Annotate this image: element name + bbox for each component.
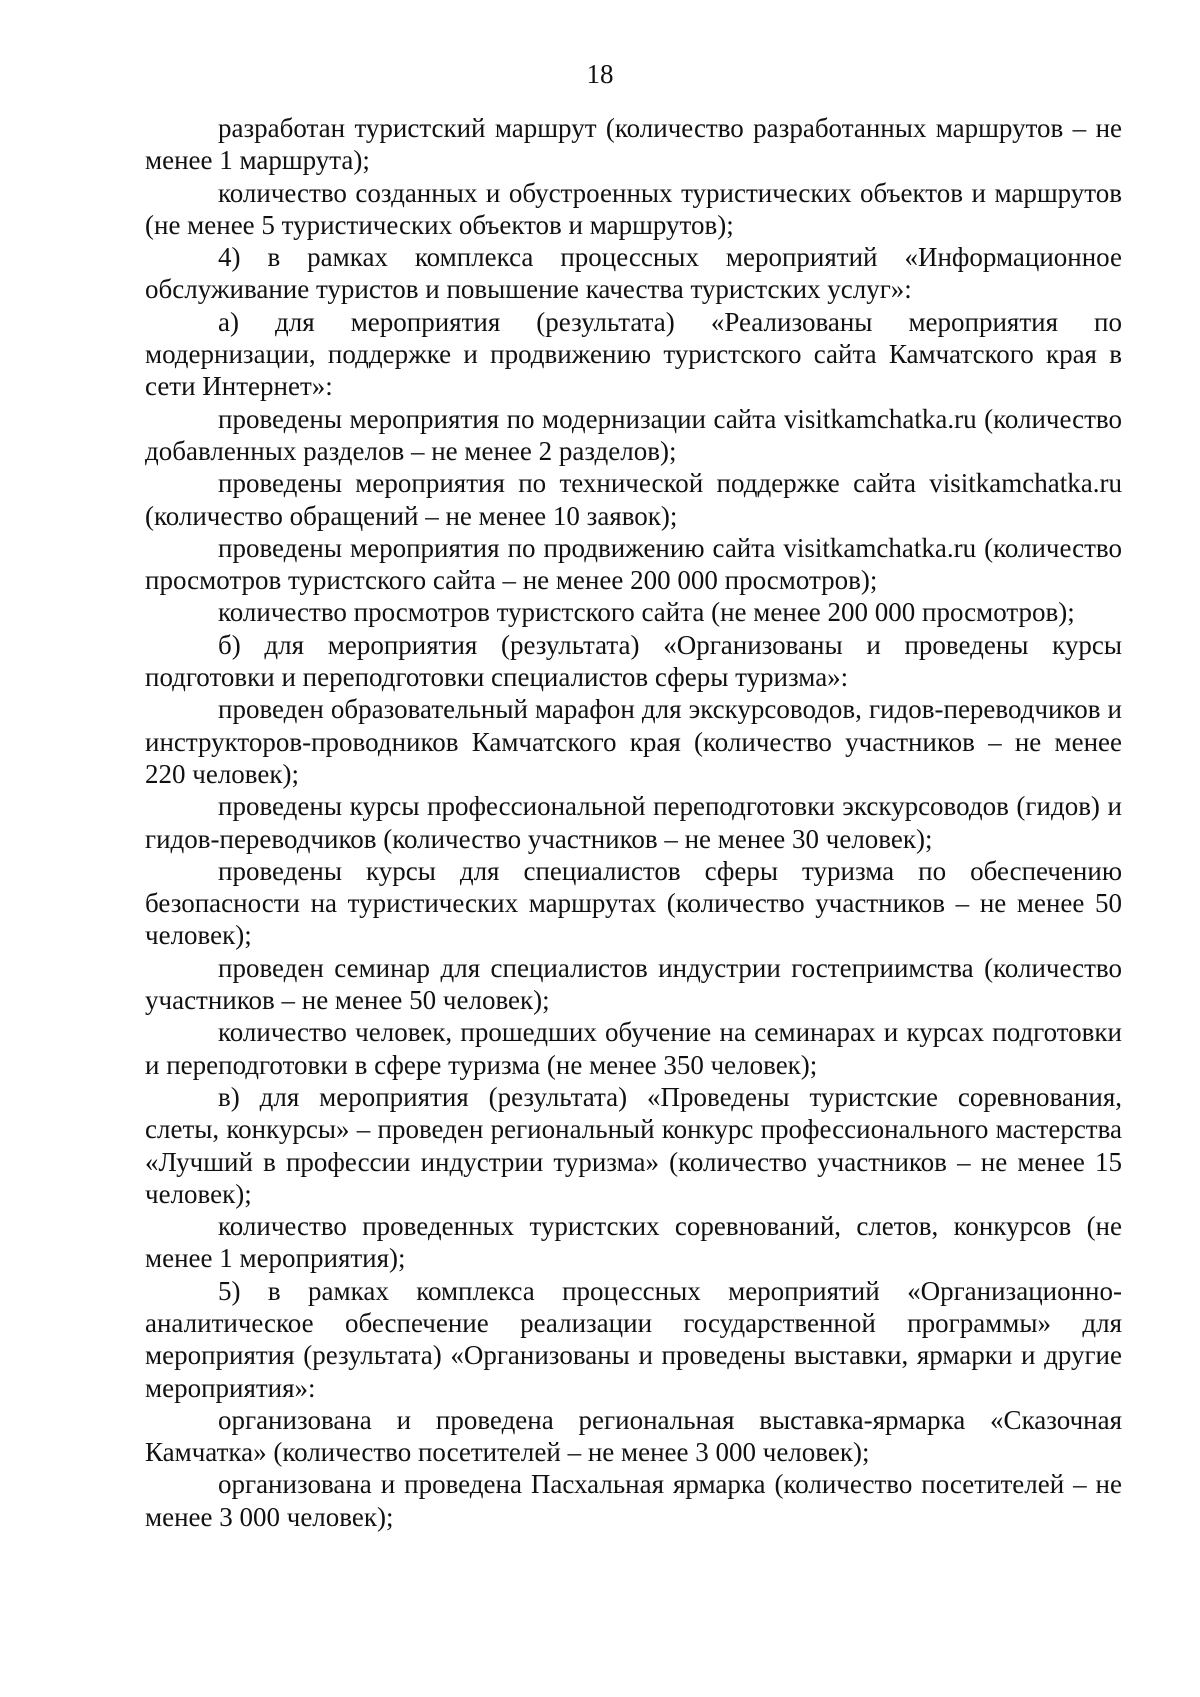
paragraph: разработан туристский маршрут (количество разработанных маршрутов – не менее 1 маршрута); <box>145 113 1122 176</box>
paragraph: проведен семинар для специалистов индустрии гостеприимства (количество участников – не менее 50 человек); <box>145 952 1122 1016</box>
paragraph: проведены курсы для специалистов сферы туризма по обеспечению безопасности на туристических маршрутах (количество участников – не менее 50 человек); <box>145 855 1122 951</box>
page-number: 18 <box>586 59 614 89</box>
paragraph: количество проведенных туристских соревнований, слетов, конкурсов (не менее 1 мероприятия); <box>145 1211 1122 1274</box>
paragraph: проведен образовательный марафон для экскурсоводов, гидов-переводчиков и инструкторов-проводников Камчатского края (количество участников – не менее 220 человек); <box>145 694 1122 789</box>
paragraph: проведены мероприятия по модернизации сайта visitkamchatka.ru (количество добавленных разделов – не менее 2 разделов); <box>145 403 1122 466</box>
paragraph: проведены курсы профессиональной переподготовки экскурсоводов (гидов) и гидов-переводчиков (количество участников – не менее 30 человек); <box>145 791 1122 854</box>
document-body <box>145 112 1122 1533</box>
paragraph: проведены мероприятия по продвижению сайта visitkamchatka.ru (количество просмотров туристского сайта – не менее 200 000 просмотров); <box>145 532 1122 596</box>
paragraph: в) для мероприятия (результата) «Проведены туристские соревнования, слеты, конкурсы» – проведен региональный конкурс профессионального мастерства «Лучший в профессии индустрии туризма» (количество участников – не менее 15 человек); <box>145 1081 1122 1209</box>
paragraph: б) для мероприятия (результата) «Организованы и проведены курсы подготовки и переподготовки специалистов сферы туризма»: <box>145 629 1122 693</box>
paragraph: количество созданных и обустроенных туристических объектов и маршрутов (не менее 5 туристических объектов и маршрутов); <box>145 177 1122 240</box>
paragraph: организована и проведена региональная выставка-ярмарка «Сказочная Камчатка» (количество посетителей – не менее 3 000 человек); <box>145 1404 1122 1468</box>
paragraph: проведены мероприятия по технической поддержке сайта visitkamchatka.ru (количество обращений – не менее 10 заявок); <box>145 468 1122 531</box>
paragraph: а) для мероприятия (результата) «Реализованы мероприятия по модернизации, поддержке и продвижению туристского сайта Камчатского края в сети Интернет»: <box>145 306 1122 402</box>
paragraph: количество человек, прошедших обучение на семинарах и курсах подготовки и переподготовки в сфере туризма (не менее 350 человек); <box>145 1017 1122 1080</box>
paragraph: организована и проведена Пасхальная ярмарка (количество посетителей – не менее 3 000 человек); <box>145 1469 1122 1532</box>
paragraph: количество просмотров туристского сайта (не менее 200 000 просмотров); <box>218 597 1075 628</box>
paragraph: 4) в рамках комплекса процессных мероприятий «Информационное обслуживание туристов и повышение качества туристских услуг»: <box>145 242 1122 305</box>
paragraph: 5) в рамках комплекса процессных мероприятий «Организационно-аналитическое обеспечение реализации государственной программы» для мероприятия (результата) «Организованы и проведены выставки, ярмарки и другие мероприятия»: <box>145 1275 1122 1403</box>
